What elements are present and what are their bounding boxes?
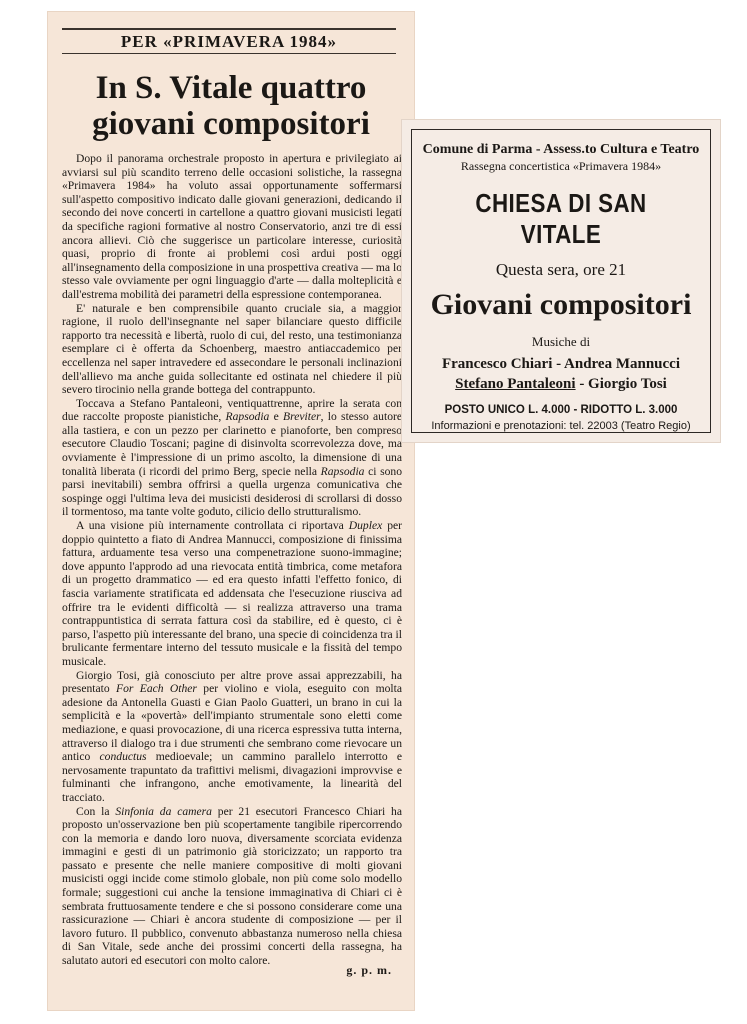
ad-info: Informazioni e prenotazioni: tel. 22003 (Teatro Regio) (431, 420, 691, 432)
ad-composers-line-2 (412, 374, 710, 394)
article-paragraph: E' naturale e ben comprensibile quanto cruciale sia, a maggior ragione, il ruolo dell'insegnante nel saper bilanciare questo difficile rapporto tra necessità e libertà, ruolo di cui, del resto, una testimonianza esemplare ci è offerta da Schoenberg, maestro antiaccademico per eccellenza nel saper intravedere ed assecondare le personali inclinazioni dell'allievo ma anche guida sollecitante ed ostinata nel chiedere il più severo tirocinio nella grande bottega del contrappunto. (62, 301, 402, 397)
article-paragraph: Giorgio Tosi, già conosciuto per altre prove assai apprezzabili, ha presentato For Each Other per violino e viola, eseguito con molta adesione da Antonella Guasti e Gian Paolo Guatteri, un brano in cui la semplicità e la «povertà» dell'impianto strumentale sono eletti come mediazione, e quasi provocazione, di una ricerca espressiva tutta interna, attraverso il dialogo tra i due strumenti che sembrano come rievocare un antico conductus medioevale; un cammino parallelo interrotto e nervosamente trapuntato da trafittivi melismi, divagazioni improvvise e fulminanti che infrangono, anche emotivamente, la linearità del tracciato. (62, 668, 403, 804)
article-paragraph: Toccava a Stefano Pantaleoni, ventiquattrenne, aprire la serata con due raccolte proposte pianistiche, Rapsodia e Breviter, lo stesso autore alla tastiera, e con un pezzo per clarinetto e pianoforte, ben compreso esecutore Claudio Toscani; pagine di disinvolta scorrevolezza dove, ma ovviamente è l'impressione di un primo ascolto, la dimensione di una tonalità liberata (i ricordi del primo Berg, specie nella Rapsodia ci sono parsi inevitabili) sembra offrirsi a quella urgenza comunicativa che sospinge oggi l'ultima leva dei musicisti desiderosi di scrollarsi di dosso il tormentoso, ma tante volte goduto, cilicio dello strutturalismo. (62, 396, 402, 519)
headline-line-2: giovani compositori (92, 106, 370, 142)
ad-composer-tosi: - Giorgio Tosi (575, 376, 667, 392)
ad-venue: CHIESA DI SAN VITALE (475, 188, 647, 249)
article-paragraph: Con la Sinfonia da camera per 21 esecutori Francesco Chiari ha proposto un'osservazione ben più scopertamente tangibile ripercorrendo con la memoria e dando loro nuova, diversamente scorciata evidenza immagini e gesti di un patrimonio già storicizzato; un rapporto tra passato e presente che nelle maniere compositive di molti giovani musicisti oggi incide come stimolo globale, non più come solo modello formale; suggestioni cui anche la tensione immaginativa di Chiari ci è sembrata fruttuosamente tendere e che si possono considerare come una rassicurazione — Chiari è ancora studente di composizione — per il lavoro futuro. Il pubblico, convenuto abbastanza numeroso nella chiesa di San Vitale, sede anche dei prossimi concerti della rassegna, ha salutato autori ed esecutori con molto calore. (62, 804, 402, 968)
article-kicker: PER «PRIMAVERA 1984» (62, 28, 396, 54)
ad-composer-pantaleoni: Stefano Pantaleoni (455, 376, 576, 392)
article-signature: g. p. m. (346, 963, 392, 977)
headline-line-1: In S. Vitale quattro (95, 70, 367, 106)
ad-series: Rassegna concertistica «Primavera 1984» (460, 159, 662, 173)
article-headline (62, 70, 400, 142)
newspaper-clipping (48, 12, 414, 1010)
ad-music-by: Musiche di (531, 334, 591, 349)
ad-organizer: Comune di Parma - Assess.to Cultura e Teatro (422, 142, 700, 157)
advertisement-frame (411, 129, 711, 433)
concert-advertisement (402, 120, 720, 442)
ad-title: Giovani compositori (430, 288, 692, 321)
ad-time: Questa sera, ore 21 (495, 260, 627, 279)
ad-prices: POSTO UNICO L. 4.000 - RIDOTTO L. 3.000 (444, 404, 678, 416)
ad-composers-line-1: Francesco Chiari - Andrea Mannucci (441, 356, 681, 372)
article-paragraph: A una visione più internamente controllata ci riportava Duplex per doppio quintetto a fiato di Andrea Mannucci, composizione di finissima fattura, arduamente tesa verso una compenetrazione suono-immagine; dove appunto l'approdo ad una rievocata entità timbrica, come metafora di un progetto drammatico — ed era questo infatti l'effetto fonico, di fascia variamente stratificata ed addensata che l'esecuzione riusciva ad offrire tra le evidenti difficoltà — si realizza attraverso una trama contrappuntistica di serrata fattura così da stabilire, ed è questo, ci è parso, l'aspetto più interessante del brano, una specie di coincidenza tra il brulicante fermentare interno del tessuto musicale e la fissità del tempo musicale. (62, 519, 402, 668)
article-paragraph: Dopo il panorama orchestrale proposto in apertura e privilegiato ai avviarsi sul più scandito terreno delle occasioni solistiche, la rassegna «Primavera 1984» ha voluto assai opportunamente soffermarsi sull'aspetto compositivo indicato dalle giovani generazioni, dedicando il secondo dei nove concerti in cartellone a quattro giovani musicisti legati da specifiche ragioni formative al nostro Conservatorio, anzi tre di essi ancora allievi. Ciò che suggerisce un particolare interesse, curiosità quasi, proprio di fronte ai problemi così ardui posti oggi all'insegnamento della composizione in una prospettiva creativa — ma lo stesso vale ovviamente per ogni linguaggio d'arte — dalla molteplicità e dall'estrema mobilità dei parametri della espressione contemporanea. (62, 152, 402, 301)
article-body (62, 152, 402, 968)
ad-composers (412, 354, 710, 394)
